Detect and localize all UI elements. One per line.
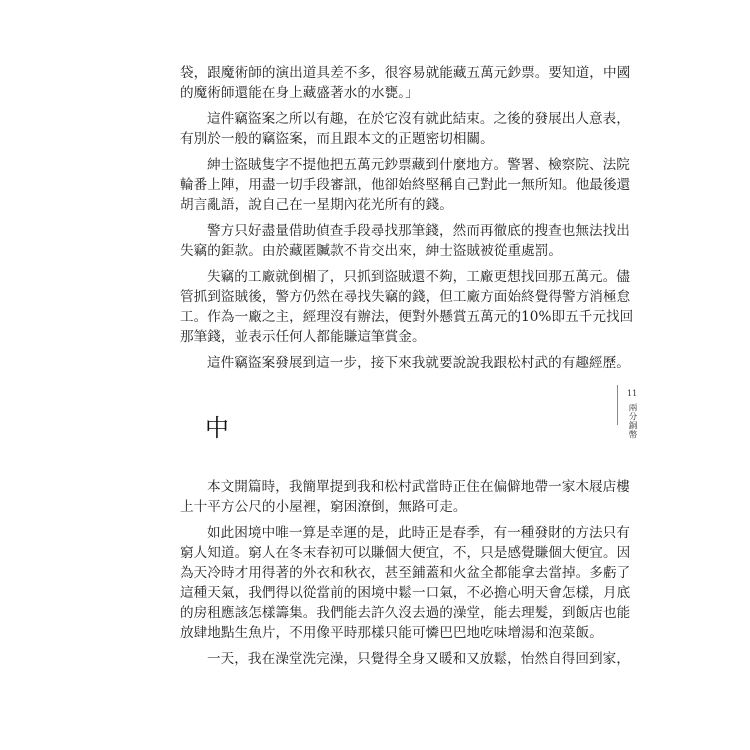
text-line-16: 上十平方公尺的小屋裡，窮困潦倒，無路可走。 — [180, 499, 467, 515]
text-line-21: 的房租應該怎樣籌集。我們能去許久沒去過的澡堂，能去理髮，到飯店也能 — [180, 605, 631, 621]
text-line-17: 如此困境中唯一算是幸運的是，此時正是春季，有一種發財的方法只有 — [207, 525, 630, 541]
margin-rule — [617, 385, 618, 425]
text-line-8: 警方只好盡量借助偵查手段尋找那筆錢，然而再徹底的搜查也無法找出 — [207, 223, 630, 239]
text-line-18: 窮人知道。窮人在冬末春初可以賺個大便宜，不，只是感覺賺個大便宜。因 — [180, 545, 631, 561]
text-line-7: 胡言亂語，說自己在一星期內花光所有的錢。 — [180, 197, 453, 213]
text-line-20: 這種天氣，我們得以從當前的困境中鬆一口氣，不必擔心明天會怎樣，月底 — [180, 585, 631, 601]
page-number: 11 — [627, 389, 638, 398]
text-line-3: 這件竊盜案之所以有趣，在於它沒有就此結束。之後的發展出人意表， — [207, 111, 630, 127]
text-line-19: 為天冷時才用得著的外衣和秋衣，甚至鋪蓋和火盆全都能拿去當掉。多虧了 — [180, 565, 631, 581]
text-line-1: 袋，跟魔術師的演出道具差不多，很容易就能藏五萬元鈔票。要知道，中國 — [180, 65, 631, 81]
text-line-9: 失竊的鉅款。由於藏匿贓款不肯交出來，紳士盜賊被從重處罰。 — [180, 243, 563, 259]
text-line-5: 紳士盜賊隻字不提他把五萬元鈔票藏到什麼地方。警署、檢察院、法院 — [207, 157, 630, 173]
text-line-11: 管抓到盜賊後，警方仍然在尋找失竊的錢，但工廠方面始終覺得警方消極怠 — [180, 289, 631, 305]
text-line-14: 這件竊盜案發展到這一步，接下來我就要說說我跟松村武的有趣經歷。 — [207, 355, 630, 371]
text-line-15: 本文開篇時，我簡單提到我和松村武當時正住在偏僻地帶一家木屐店樓 — [207, 479, 630, 495]
text-line-22: 放肆地點生魚片，不用像平時那樣只能可憐巴巴地吃味增湯和泡菜飯。 — [180, 625, 603, 641]
text-line-13: 那筆錢，並表示任何人都能賺這筆賞金。 — [180, 329, 426, 345]
text-line-23: 一天，我在澡堂洗完澡，只覺得全身又暖和又放鬆，怡然自得回到家， — [207, 651, 630, 667]
text-line-2: 的魔術師還能在身上藏盛著水的水甕。」 — [180, 85, 419, 101]
section-heading: 中 — [205, 414, 229, 442]
text-line-10: 失竊的工廠就倒楣了，只抓到盜賊還不夠，工廠更想找回那五萬元。儘 — [207, 269, 630, 285]
text-line-4: 有別於一般的竊盜案，而且跟本文的正題密切相關。 — [180, 131, 494, 147]
text-line-12: 工。作為一廠之主，經理沒有辦法，便對外懸賞五萬元的10%即五千元找回 — [180, 309, 634, 325]
running-title: 兩分銅幣 — [627, 403, 637, 439]
text-line-6: 輪番上陣，用盡一切手段審訊，他卻始終堅稱自己對此一無所知。他最後還 — [180, 177, 631, 193]
